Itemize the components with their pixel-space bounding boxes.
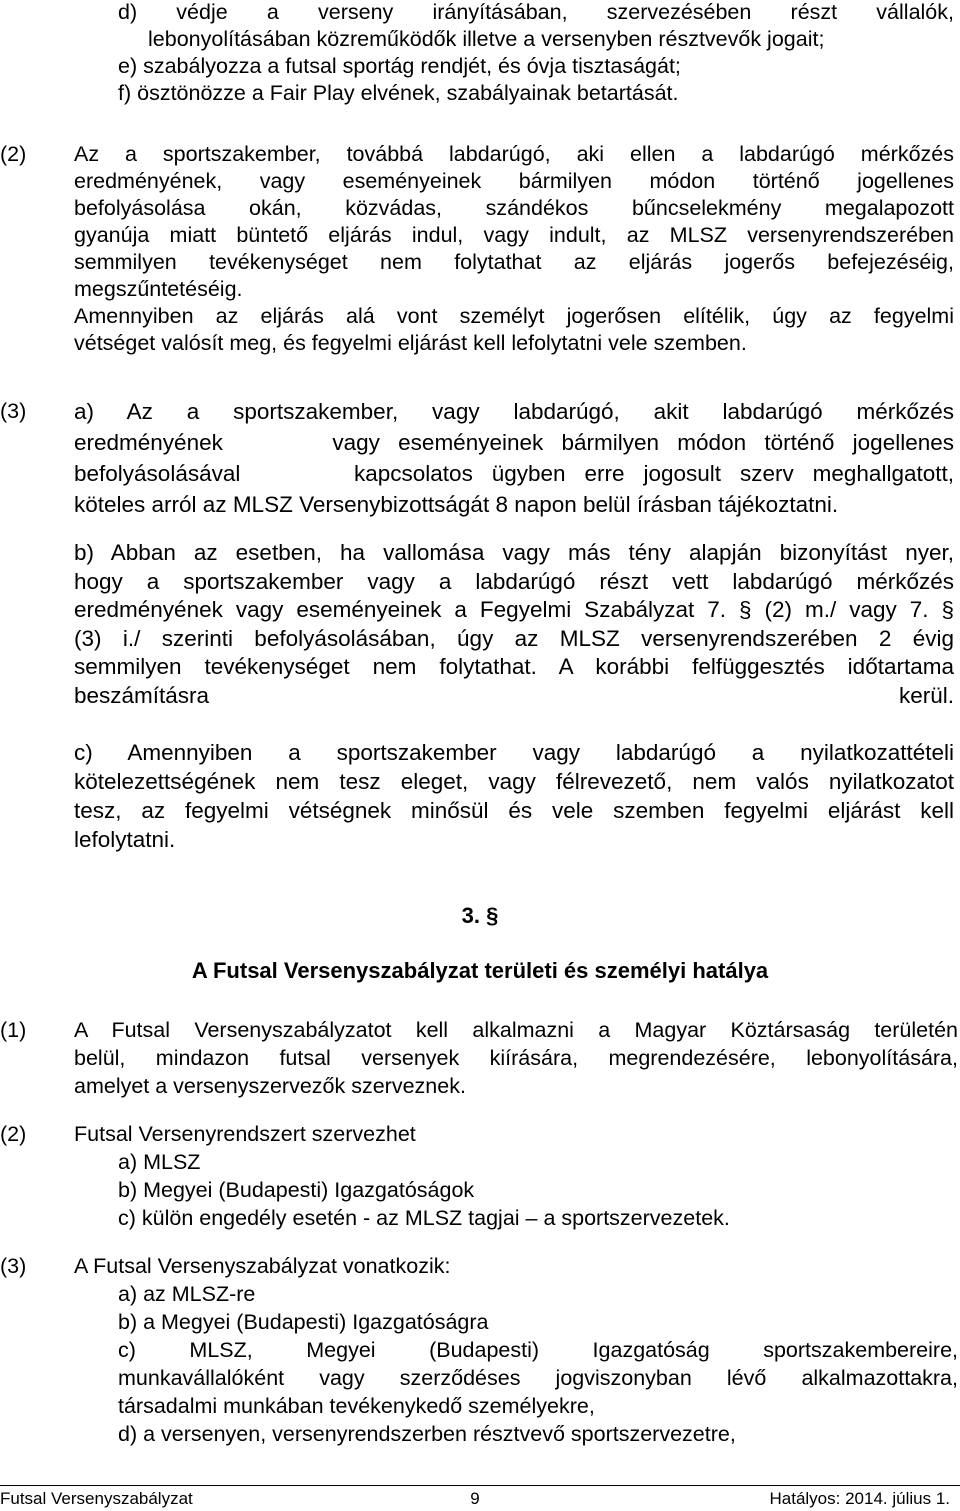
intro-line: e) szabályozza a futsal sportág rendjét, és óvja tisztaságát; [118,54,681,78]
para2-line: Az a sportszakember, továbbá labdarúgó, aki ellen a labdarúgó mérkőzés [74,142,954,166]
s3-p1-body [74,1016,958,1100]
para3-b-line: (3) i./ szerinti befolyásolásában, úgy az MLSZ versenyrendszerében 2 évig [74,625,954,651]
para3-a-line: köteles arról az MLSZ Versenybizottságát 8 napon belül írásban tájékoztatni. [74,492,839,517]
s3-p2-line: a) MLSZ [118,1150,201,1174]
para2-body [74,141,954,357]
para3-c-line: lefolytatni. [74,827,176,852]
para3-b [74,539,954,710]
intro-line: lebonyolításában közreműködők illetve a versenyben résztvevők jogait; [148,27,825,51]
para3-b-line: semmilyen tevékenységet nem folytathat. A korábbi felfüggesztés időtartama [74,654,954,679]
para3-a-line: eredményének vagy eseményeinek bármilyen módon történő jogellenes [74,430,954,455]
s3-p2-line: b) Megyei (Budapesti) Igazgatóságok [118,1178,475,1202]
para3-b-line: eredményének vagy eseményeinek a Fegyelmi Szabályzat 7. § (2) m./ vagy 7. § [74,597,954,622]
para3-a-line: a) Az a sportszakember, vagy labdarúgó, akit labdarúgó mérkőzés [74,399,954,424]
footer-effective-date: Hatályos: 2014. július 1. [769,1489,950,1508]
para3-c-line: kötelezettségének nem tesz eleget, vagy félrevezető, nem valós nyilatkozatot [74,769,954,794]
footer-title: Futsal Versenyszabályzat [0,1489,193,1508]
para2-line: megszűntetéséig. [74,277,243,301]
s3-p3-line: a) az MLSZ-re [118,1282,256,1306]
para3-b-line: b) Abban az esetben, ha vallomása vagy más tény alapján bizonyítást nyer, [74,540,954,565]
para3-c [74,738,954,854]
section-number: 3. § [461,903,499,928]
s3-p3-line: d) a versenyen, versenyrendszerben résztvevő sportszervezetre, [118,1422,736,1446]
para3-c-line: tesz, az fegyelmi vétségnek minősül és vele szemben fegyelmi eljárást kell [74,798,954,823]
para3-a-line: befolyásolásával kapcsolatos ügyben erre jogosult szerv meghallgatott, [74,461,954,486]
footer-page-number: 9 [470,1489,480,1508]
s3-p1-number: (1) [0,1018,27,1042]
para2-line: eredményének, vagy eseményeinek bármilyen módon történő jogellenes [74,169,954,193]
s3-p1-line: belül, mindazon futsal versenyek kiírására, megrendezésére, lebonyolítására, [74,1046,958,1070]
s3-p3-line: munkavállalóként vagy szerződéses jogviszonyban lévő alkalmazottakra, [118,1366,958,1390]
para3-b-line: beszámításra kerül. [74,682,954,708]
intro-list [118,0,954,107]
footer-rule [0,1485,960,1486]
s3-p2-line: c) külön engedély esetén - az MLSZ tagjai – a sportszervezetek. [118,1206,730,1230]
s3-p1-line: A Futsal Versenyszabályzatot kell alkalmazni a Magyar Köztársaság területén [74,1018,958,1042]
para2-line: gyanúja miatt büntető eljárás indul, vagy indult, az MLSZ versenyrendszerében [74,223,954,247]
intro-line: d) védje a verseny irányításában, szervezésében részt vállalók, [118,0,954,24]
s3-p2-line: Futsal Versenyrendszert szervezhet [74,1122,416,1146]
intro-line: f) ösztönözze a Fair Play elvének, szabályainak betartását. [118,81,679,105]
s3-p3-line: társadalmi munkában tevékenykedő személyekre, [118,1394,595,1418]
s3-p2-body [74,1120,958,1232]
s3-p3-body [74,1252,958,1448]
para3-b-line: hogy a sportszakember vagy a labdarúgó részt vett labdarúgó mérkőzés [74,568,954,594]
para3-a [74,396,954,520]
s3-p3-number: (3) [0,1254,27,1278]
section-title: A Futsal Versenyszabályzat területi és személyi hatálya [191,958,769,983]
para2-line: semmilyen tevékenységet nem folytathat az eljárás jogerős befejezéséig, [74,250,954,274]
para2-line: befolyásolása okán, közvádas, szándékos bűncselekmény megalapozott [74,196,954,220]
s3-p1-line: amelyet a versenyszervezők szerveznek. [74,1074,466,1098]
s3-p2-number: (2) [0,1122,27,1146]
para2-line: vétséget valósít meg, és fegyelmi eljárást kell lefolytatni vele szemben. [74,331,747,355]
s3-p3-line: b) a Megyei (Budapesti) Igazgatóságra [118,1310,489,1334]
para3-c-line: c) Amennyiben a sportszakember vagy labdarúgó a nyilatkozattételi [74,740,954,765]
para2-number: (2) [0,142,27,166]
s3-p3-line: A Futsal Versenyszabályzat vonatkozik: [74,1254,451,1278]
para3-number: (3) [0,399,27,423]
para2-line: Amennyiben az eljárás alá vont személyt jogerősen elítélik, úgy az fegyelmi [74,304,954,328]
s3-p3-line: c) MLSZ, Megyei (Budapesti) Igazgatóság sportszakembereire, [118,1338,958,1362]
